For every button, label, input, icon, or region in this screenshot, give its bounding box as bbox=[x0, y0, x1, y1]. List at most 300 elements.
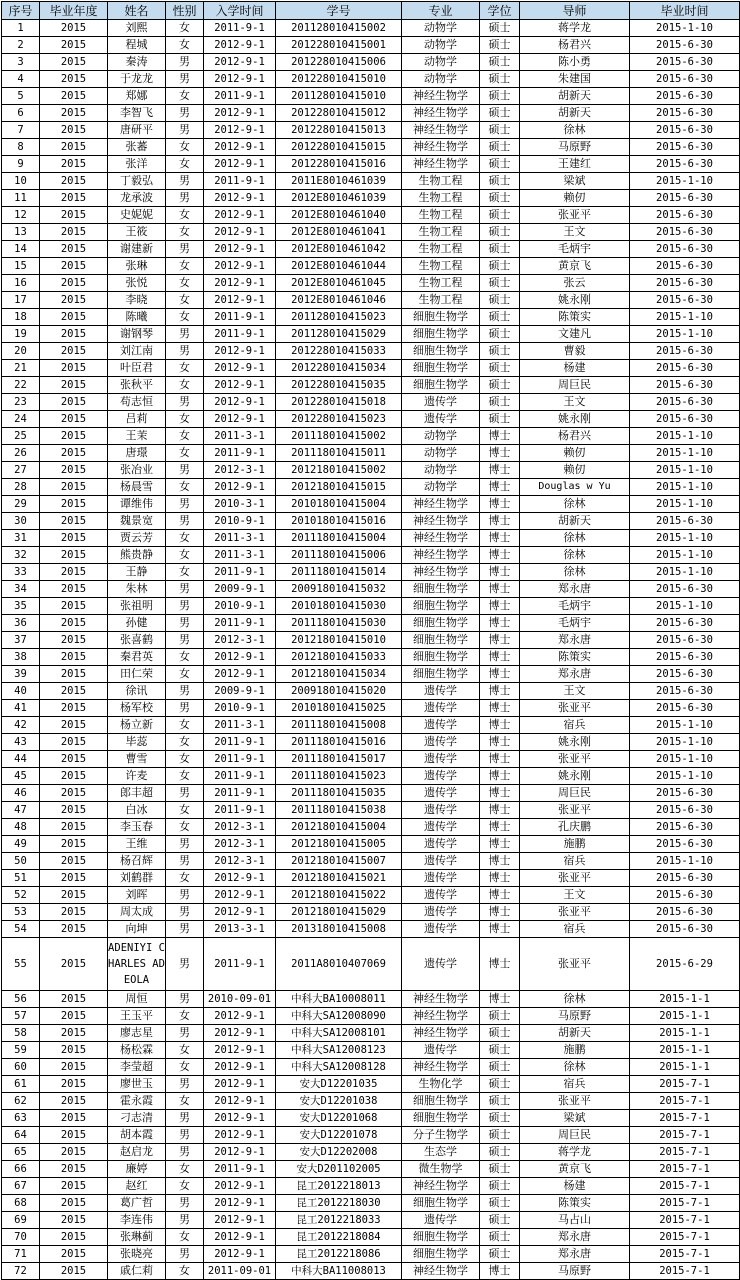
cell-name[interactable]: 丁毅弘 bbox=[108, 173, 166, 190]
cell-grad-year[interactable]: 2015 bbox=[40, 156, 108, 173]
cell-student-id[interactable]: 中科大SA12008101 bbox=[276, 1025, 402, 1042]
cell-degree[interactable]: 硕士 bbox=[480, 20, 520, 37]
cell-grad-date[interactable]: 2015-1-10 bbox=[630, 564, 740, 581]
cell-enroll-date[interactable]: 2013-3-1 bbox=[204, 921, 276, 938]
cell-index[interactable]: 30 bbox=[2, 513, 40, 530]
cell-grad-year[interactable]: 2015 bbox=[40, 819, 108, 836]
cell-student-id[interactable]: 2012E8010461040 bbox=[276, 207, 402, 224]
cell-index[interactable]: 26 bbox=[2, 445, 40, 462]
cell-name[interactable]: 王茉 bbox=[108, 428, 166, 445]
cell-gender[interactable]: 女 bbox=[166, 428, 204, 445]
cell-grad-date[interactable]: 2015-6-30 bbox=[630, 54, 740, 71]
cell-student-id[interactable]: 2012E8010461046 bbox=[276, 292, 402, 309]
cell-name[interactable]: 刘鹤群 bbox=[108, 870, 166, 887]
cell-grad-date[interactable]: 2015-1-10 bbox=[630, 309, 740, 326]
cell-student-id[interactable]: 2012E8010461045 bbox=[276, 275, 402, 292]
cell-grad-year[interactable]: 2015 bbox=[40, 37, 108, 54]
cell-grad-date[interactable]: 2015-1-10 bbox=[630, 547, 740, 564]
cell-name[interactable]: 魏景宽 bbox=[108, 513, 166, 530]
cell-index[interactable]: 25 bbox=[2, 428, 40, 445]
cell-grad-year[interactable]: 2015 bbox=[40, 292, 108, 309]
cell-name[interactable]: 白冰 bbox=[108, 802, 166, 819]
cell-grad-date[interactable]: 2015-1-10 bbox=[630, 530, 740, 547]
cell-gender[interactable]: 男 bbox=[166, 1025, 204, 1042]
cell-major[interactable]: 神经生物学 bbox=[402, 156, 480, 173]
cell-degree[interactable]: 硕士 bbox=[480, 71, 520, 88]
cell-degree[interactable]: 硕士 bbox=[480, 326, 520, 343]
cell-grad-year[interactable]: 2015 bbox=[40, 1178, 108, 1195]
cell-enroll-date[interactable]: 2009-9-1 bbox=[204, 683, 276, 700]
cell-major[interactable]: 细胞生物学 bbox=[402, 1229, 480, 1246]
cell-student-id[interactable]: 201228010415015 bbox=[276, 139, 402, 156]
cell-enroll-date[interactable]: 2012-9-1 bbox=[204, 292, 276, 309]
cell-gender[interactable]: 男 bbox=[166, 615, 204, 632]
cell-advisor[interactable]: 施鹏 bbox=[520, 836, 630, 853]
cell-name[interactable]: 熊贵静 bbox=[108, 547, 166, 564]
cell-index[interactable]: 22 bbox=[2, 377, 40, 394]
cell-grad-date[interactable]: 2015-1-10 bbox=[630, 853, 740, 870]
cell-enroll-date[interactable]: 2011-3-1 bbox=[204, 530, 276, 547]
cell-index[interactable]: 71 bbox=[2, 1246, 40, 1263]
cell-grad-year[interactable]: 2015 bbox=[40, 1144, 108, 1161]
cell-grad-date[interactable]: 2015-7-1 bbox=[630, 1195, 740, 1212]
cell-name[interactable]: 周太成 bbox=[108, 904, 166, 921]
cell-index[interactable]: 52 bbox=[2, 887, 40, 904]
header-enroll-date[interactable]: 入学时间 bbox=[204, 2, 276, 20]
cell-grad-year[interactable]: 2015 bbox=[40, 1212, 108, 1229]
cell-degree[interactable]: 硕士 bbox=[480, 258, 520, 275]
cell-name[interactable]: 杨松霖 bbox=[108, 1042, 166, 1059]
cell-name[interactable]: 杨召辉 bbox=[108, 853, 166, 870]
cell-major[interactable]: 神经生物学 bbox=[402, 1059, 480, 1076]
cell-grad-year[interactable]: 2015 bbox=[40, 1093, 108, 1110]
cell-index[interactable]: 16 bbox=[2, 275, 40, 292]
cell-enroll-date[interactable]: 2011-9-1 bbox=[204, 326, 276, 343]
cell-index[interactable]: 62 bbox=[2, 1093, 40, 1110]
cell-grad-year[interactable]: 2015 bbox=[40, 224, 108, 241]
cell-grad-date[interactable]: 2015-6-30 bbox=[630, 581, 740, 598]
cell-grad-date[interactable]: 2015-7-1 bbox=[630, 1127, 740, 1144]
cell-enroll-date[interactable]: 2010-9-1 bbox=[204, 700, 276, 717]
cell-degree[interactable]: 博士 bbox=[480, 751, 520, 768]
cell-degree[interactable]: 博士 bbox=[480, 802, 520, 819]
cell-index[interactable]: 8 bbox=[2, 139, 40, 156]
cell-advisor[interactable]: 陈策实 bbox=[520, 649, 630, 666]
cell-grad-year[interactable]: 2015 bbox=[40, 462, 108, 479]
cell-grad-date[interactable]: 2015-6-30 bbox=[630, 360, 740, 377]
cell-grad-date[interactable]: 2015-6-30 bbox=[630, 190, 740, 207]
cell-advisor[interactable]: 郑永唐 bbox=[520, 632, 630, 649]
cell-grad-date[interactable]: 2015-6-30 bbox=[630, 139, 740, 156]
cell-advisor[interactable]: 徐林 bbox=[520, 1059, 630, 1076]
cell-degree[interactable]: 硕士 bbox=[480, 1093, 520, 1110]
cell-degree[interactable]: 博士 bbox=[480, 479, 520, 496]
cell-enroll-date[interactable]: 2012-9-1 bbox=[204, 887, 276, 904]
cell-grad-year[interactable]: 2015 bbox=[40, 598, 108, 615]
cell-gender[interactable]: 女 bbox=[166, 1229, 204, 1246]
cell-grad-year[interactable]: 2015 bbox=[40, 734, 108, 751]
cell-enroll-date[interactable]: 2012-9-1 bbox=[204, 122, 276, 139]
cell-grad-year[interactable]: 2015 bbox=[40, 411, 108, 428]
cell-gender[interactable]: 女 bbox=[166, 139, 204, 156]
cell-major[interactable]: 神经生物学 bbox=[402, 1178, 480, 1195]
cell-student-id[interactable]: 201228010415034 bbox=[276, 360, 402, 377]
cell-enroll-date[interactable]: 2012-9-1 bbox=[204, 1110, 276, 1127]
cell-student-id[interactable]: 200918010415032 bbox=[276, 581, 402, 598]
cell-name[interactable]: 唐研平 bbox=[108, 122, 166, 139]
cell-grad-date[interactable]: 2015-7-1 bbox=[630, 1212, 740, 1229]
cell-grad-year[interactable]: 2015 bbox=[40, 326, 108, 343]
cell-grad-date[interactable]: 2015-6-30 bbox=[630, 411, 740, 428]
cell-gender[interactable]: 女 bbox=[166, 258, 204, 275]
cell-major[interactable]: 细胞生物学 bbox=[402, 377, 480, 394]
cell-index[interactable]: 36 bbox=[2, 615, 40, 632]
cell-grad-year[interactable]: 2015 bbox=[40, 530, 108, 547]
cell-major[interactable]: 细胞生物学 bbox=[402, 598, 480, 615]
cell-gender[interactable]: 女 bbox=[166, 802, 204, 819]
cell-gender[interactable]: 女 bbox=[166, 309, 204, 326]
cell-index[interactable]: 17 bbox=[2, 292, 40, 309]
cell-gender[interactable]: 女 bbox=[166, 37, 204, 54]
cell-advisor[interactable]: 蒋学龙 bbox=[520, 20, 630, 37]
cell-name[interactable]: 王筱 bbox=[108, 224, 166, 241]
cell-enroll-date[interactable]: 2011-9-1 bbox=[204, 309, 276, 326]
cell-grad-date[interactable]: 2015-7-1 bbox=[630, 1076, 740, 1093]
cell-major[interactable]: 分子生物学 bbox=[402, 1127, 480, 1144]
cell-student-id[interactable]: 安大D12201035 bbox=[276, 1076, 402, 1093]
cell-degree[interactable]: 博士 bbox=[480, 462, 520, 479]
cell-student-id[interactable]: 中科大SA12008123 bbox=[276, 1042, 402, 1059]
cell-advisor[interactable]: 孔庆鹏 bbox=[520, 819, 630, 836]
cell-grad-year[interactable]: 2015 bbox=[40, 615, 108, 632]
cell-name[interactable]: 李连伟 bbox=[108, 1212, 166, 1229]
cell-enroll-date[interactable]: 2012-9-1 bbox=[204, 649, 276, 666]
cell-index[interactable]: 34 bbox=[2, 581, 40, 598]
cell-index[interactable]: 15 bbox=[2, 258, 40, 275]
cell-enroll-date[interactable]: 2012-9-1 bbox=[204, 904, 276, 921]
cell-degree[interactable]: 硕士 bbox=[480, 411, 520, 428]
cell-name[interactable]: 史妮妮 bbox=[108, 207, 166, 224]
cell-advisor[interactable]: 胡新天 bbox=[520, 513, 630, 530]
cell-name[interactable]: 张琳 bbox=[108, 258, 166, 275]
cell-index[interactable]: 40 bbox=[2, 683, 40, 700]
cell-grad-year[interactable]: 2015 bbox=[40, 1076, 108, 1093]
cell-student-id[interactable]: 安大D12201078 bbox=[276, 1127, 402, 1144]
cell-major[interactable]: 遗传学 bbox=[402, 853, 480, 870]
cell-advisor[interactable]: 王文 bbox=[520, 887, 630, 904]
cell-advisor[interactable]: 陈小勇 bbox=[520, 54, 630, 71]
cell-gender[interactable]: 女 bbox=[166, 207, 204, 224]
cell-grad-date[interactable]: 2015-6-30 bbox=[630, 836, 740, 853]
cell-index[interactable]: 72 bbox=[2, 1263, 40, 1280]
cell-major[interactable]: 遗传学 bbox=[402, 819, 480, 836]
cell-grad-date[interactable]: 2015-6-30 bbox=[630, 802, 740, 819]
header-degree[interactable]: 学位 bbox=[480, 2, 520, 20]
cell-gender[interactable]: 女 bbox=[166, 530, 204, 547]
cell-advisor[interactable]: 徐林 bbox=[520, 530, 630, 547]
cell-index[interactable]: 68 bbox=[2, 1195, 40, 1212]
cell-gender[interactable]: 女 bbox=[166, 1161, 204, 1178]
cell-advisor[interactable]: 胡新天 bbox=[520, 1025, 630, 1042]
cell-major[interactable]: 遗传学 bbox=[402, 1042, 480, 1059]
cell-student-id[interactable]: 201228010415033 bbox=[276, 343, 402, 360]
cell-index[interactable]: 61 bbox=[2, 1076, 40, 1093]
cell-enroll-date[interactable]: 2012-9-1 bbox=[204, 360, 276, 377]
cell-major[interactable]: 生物化学 bbox=[402, 1076, 480, 1093]
cell-enroll-date[interactable]: 2012-9-1 bbox=[204, 241, 276, 258]
cell-degree[interactable]: 硕士 bbox=[480, 1229, 520, 1246]
cell-major[interactable]: 生物工程 bbox=[402, 224, 480, 241]
cell-grad-year[interactable]: 2015 bbox=[40, 20, 108, 37]
cell-degree[interactable]: 硕士 bbox=[480, 1076, 520, 1093]
cell-advisor[interactable]: 郑永唐 bbox=[520, 1246, 630, 1263]
cell-index[interactable]: 44 bbox=[2, 751, 40, 768]
cell-name[interactable]: 许麦 bbox=[108, 768, 166, 785]
cell-name[interactable]: 秦君英 bbox=[108, 649, 166, 666]
cell-student-id[interactable]: 201118010415008 bbox=[276, 717, 402, 734]
cell-degree[interactable]: 硕士 bbox=[480, 1144, 520, 1161]
cell-name[interactable]: 王玉平 bbox=[108, 1008, 166, 1025]
cell-student-id[interactable]: 201228010415013 bbox=[276, 122, 402, 139]
cell-student-id[interactable]: 201218010415033 bbox=[276, 649, 402, 666]
cell-gender[interactable]: 女 bbox=[166, 292, 204, 309]
cell-name[interactable]: 杨军校 bbox=[108, 700, 166, 717]
cell-degree[interactable]: 硕士 bbox=[480, 394, 520, 411]
cell-grad-date[interactable]: 2015-6-29 bbox=[630, 938, 740, 991]
cell-degree[interactable]: 硕士 bbox=[480, 1025, 520, 1042]
cell-advisor[interactable]: 毛炳宇 bbox=[520, 241, 630, 258]
cell-student-id[interactable]: 201018010415030 bbox=[276, 598, 402, 615]
cell-advisor[interactable]: 赖仞 bbox=[520, 190, 630, 207]
cell-grad-year[interactable]: 2015 bbox=[40, 717, 108, 734]
cell-grad-year[interactable]: 2015 bbox=[40, 1042, 108, 1059]
cell-degree[interactable]: 硕士 bbox=[480, 1059, 520, 1076]
cell-name[interactable]: 郎丰超 bbox=[108, 785, 166, 802]
cell-gender[interactable]: 女 bbox=[166, 1008, 204, 1025]
cell-student-id[interactable]: 安大D12201038 bbox=[276, 1093, 402, 1110]
cell-grad-year[interactable]: 2015 bbox=[40, 751, 108, 768]
cell-index[interactable]: 5 bbox=[2, 88, 40, 105]
cell-grad-date[interactable]: 2015-6-30 bbox=[630, 207, 740, 224]
cell-index[interactable]: 56 bbox=[2, 991, 40, 1008]
cell-degree[interactable]: 博士 bbox=[480, 819, 520, 836]
cell-name[interactable]: 张秋平 bbox=[108, 377, 166, 394]
cell-student-id[interactable]: 2012E8010461044 bbox=[276, 258, 402, 275]
cell-enroll-date[interactable]: 2012-9-1 bbox=[204, 139, 276, 156]
cell-grad-date[interactable]: 2015-1-10 bbox=[630, 598, 740, 615]
cell-student-id[interactable]: 201128010415002 bbox=[276, 20, 402, 37]
cell-grad-date[interactable]: 2015-1-10 bbox=[630, 751, 740, 768]
cell-gender[interactable]: 男 bbox=[166, 54, 204, 71]
cell-index[interactable]: 11 bbox=[2, 190, 40, 207]
cell-student-id[interactable]: 201118010415004 bbox=[276, 530, 402, 547]
cell-degree[interactable]: 博士 bbox=[480, 615, 520, 632]
cell-name[interactable]: 李莹超 bbox=[108, 1059, 166, 1076]
cell-grad-date[interactable]: 2015-6-30 bbox=[630, 224, 740, 241]
cell-major[interactable]: 神经生物学 bbox=[402, 513, 480, 530]
cell-student-id[interactable]: 201118010415014 bbox=[276, 564, 402, 581]
cell-student-id[interactable]: 中科大SA12008128 bbox=[276, 1059, 402, 1076]
cell-enroll-date[interactable]: 2011-9-1 bbox=[204, 751, 276, 768]
cell-major[interactable]: 遗传学 bbox=[402, 802, 480, 819]
cell-enroll-date[interactable]: 2011-9-1 bbox=[204, 20, 276, 37]
cell-grad-year[interactable]: 2015 bbox=[40, 275, 108, 292]
cell-degree[interactable]: 硕士 bbox=[480, 224, 520, 241]
cell-major[interactable]: 动物学 bbox=[402, 20, 480, 37]
cell-student-id[interactable]: 201228010415018 bbox=[276, 394, 402, 411]
cell-degree[interactable]: 硕士 bbox=[480, 292, 520, 309]
cell-major[interactable]: 神经生物学 bbox=[402, 122, 480, 139]
cell-name[interactable]: 王维 bbox=[108, 836, 166, 853]
cell-grad-date[interactable]: 2015-6-30 bbox=[630, 513, 740, 530]
cell-student-id[interactable]: 2012E8010461041 bbox=[276, 224, 402, 241]
cell-grad-year[interactable]: 2015 bbox=[40, 870, 108, 887]
cell-name[interactable]: 张洋 bbox=[108, 156, 166, 173]
cell-advisor[interactable]: 宿兵 bbox=[520, 717, 630, 734]
cell-grad-year[interactable]: 2015 bbox=[40, 173, 108, 190]
cell-name[interactable]: 徐讯 bbox=[108, 683, 166, 700]
cell-enroll-date[interactable]: 2012-9-1 bbox=[204, 1178, 276, 1195]
cell-grad-date[interactable]: 2015-6-30 bbox=[630, 819, 740, 836]
cell-student-id[interactable]: 201228010415012 bbox=[276, 105, 402, 122]
cell-grad-year[interactable]: 2015 bbox=[40, 1110, 108, 1127]
cell-degree[interactable]: 博士 bbox=[480, 632, 520, 649]
cell-name[interactable]: 苟志恒 bbox=[108, 394, 166, 411]
cell-major[interactable]: 动物学 bbox=[402, 71, 480, 88]
cell-grad-date[interactable]: 2015-1-1 bbox=[630, 1042, 740, 1059]
cell-degree[interactable]: 博士 bbox=[480, 887, 520, 904]
cell-name[interactable]: 郑娜 bbox=[108, 88, 166, 105]
cell-grad-year[interactable]: 2015 bbox=[40, 88, 108, 105]
cell-grad-year[interactable]: 2015 bbox=[40, 122, 108, 139]
cell-grad-year[interactable]: 2015 bbox=[40, 666, 108, 683]
cell-enroll-date[interactable]: 2012-9-1 bbox=[204, 1025, 276, 1042]
cell-major[interactable]: 遗传学 bbox=[402, 836, 480, 853]
cell-student-id[interactable]: 安大D12201068 bbox=[276, 1110, 402, 1127]
header-gender[interactable]: 性别 bbox=[166, 2, 204, 20]
cell-name[interactable]: 吕莉 bbox=[108, 411, 166, 428]
cell-grad-date[interactable]: 2015-7-1 bbox=[630, 1229, 740, 1246]
cell-major[interactable]: 神经生物学 bbox=[402, 991, 480, 1008]
cell-name[interactable]: 张晓亮 bbox=[108, 1246, 166, 1263]
cell-name[interactable]: 谭维伟 bbox=[108, 496, 166, 513]
cell-index[interactable]: 46 bbox=[2, 785, 40, 802]
cell-grad-date[interactable]: 2015-1-10 bbox=[630, 20, 740, 37]
cell-grad-year[interactable]: 2015 bbox=[40, 1246, 108, 1263]
cell-student-id[interactable]: 201228010415016 bbox=[276, 156, 402, 173]
cell-degree[interactable]: 硕士 bbox=[480, 105, 520, 122]
cell-grad-year[interactable]: 2015 bbox=[40, 1127, 108, 1144]
cell-student-id[interactable]: 201018010415025 bbox=[276, 700, 402, 717]
cell-gender[interactable]: 男 bbox=[166, 343, 204, 360]
header-major[interactable]: 专业 bbox=[402, 2, 480, 20]
cell-enroll-date[interactable]: 2011-9-1 bbox=[204, 938, 276, 991]
cell-grad-year[interactable]: 2015 bbox=[40, 479, 108, 496]
cell-student-id[interactable]: 2012E8010461039 bbox=[276, 190, 402, 207]
cell-student-id[interactable]: 201228010415001 bbox=[276, 37, 402, 54]
cell-advisor[interactable]: 徐林 bbox=[520, 564, 630, 581]
cell-gender[interactable]: 男 bbox=[166, 71, 204, 88]
cell-student-id[interactable]: 201128010415029 bbox=[276, 326, 402, 343]
cell-advisor[interactable]: 胡新天 bbox=[520, 105, 630, 122]
cell-name[interactable]: 赵启龙 bbox=[108, 1144, 166, 1161]
cell-enroll-date[interactable]: 2011-3-1 bbox=[204, 717, 276, 734]
cell-gender[interactable]: 女 bbox=[166, 275, 204, 292]
cell-major[interactable]: 细胞生物学 bbox=[402, 1110, 480, 1127]
cell-grad-date[interactable]: 2015-6-30 bbox=[630, 343, 740, 360]
cell-major[interactable]: 神经生物学 bbox=[402, 1263, 480, 1280]
cell-grad-date[interactable]: 2015-1-10 bbox=[630, 326, 740, 343]
cell-grad-date[interactable]: 2015-6-30 bbox=[630, 887, 740, 904]
cell-student-id[interactable]: 201218010415029 bbox=[276, 904, 402, 921]
cell-major[interactable]: 神经生物学 bbox=[402, 530, 480, 547]
cell-advisor[interactable]: 王文 bbox=[520, 224, 630, 241]
cell-index[interactable]: 18 bbox=[2, 309, 40, 326]
cell-gender[interactable]: 女 bbox=[166, 156, 204, 173]
cell-gender[interactable]: 女 bbox=[166, 377, 204, 394]
cell-enroll-date[interactable]: 2012-9-1 bbox=[204, 1042, 276, 1059]
cell-student-id[interactable]: 201218010415002 bbox=[276, 462, 402, 479]
cell-grad-year[interactable]: 2015 bbox=[40, 360, 108, 377]
cell-advisor[interactable]: 张亚平 bbox=[520, 1093, 630, 1110]
cell-gender[interactable]: 女 bbox=[166, 1093, 204, 1110]
cell-index[interactable]: 31 bbox=[2, 530, 40, 547]
cell-enroll-date[interactable]: 2012-9-1 bbox=[204, 190, 276, 207]
cell-student-id[interactable]: 中科大BA10008011 bbox=[276, 991, 402, 1008]
cell-major[interactable]: 遗传学 bbox=[402, 785, 480, 802]
cell-grad-date[interactable]: 2015-6-30 bbox=[630, 122, 740, 139]
cell-degree[interactable]: 博士 bbox=[480, 870, 520, 887]
cell-enroll-date[interactable]: 2011-9-1 bbox=[204, 445, 276, 462]
cell-student-id[interactable]: 昆工2012218086 bbox=[276, 1246, 402, 1263]
cell-grad-year[interactable]: 2015 bbox=[40, 581, 108, 598]
cell-degree[interactable]: 硕士 bbox=[480, 343, 520, 360]
cell-name[interactable]: 田仁荣 bbox=[108, 666, 166, 683]
cell-grad-date[interactable]: 2015-7-1 bbox=[630, 1263, 740, 1280]
cell-grad-date[interactable]: 2015-6-30 bbox=[630, 615, 740, 632]
cell-enroll-date[interactable]: 2009-9-1 bbox=[204, 581, 276, 598]
cell-advisor[interactable]: 施鹏 bbox=[520, 1042, 630, 1059]
cell-index[interactable]: 47 bbox=[2, 802, 40, 819]
cell-degree[interactable]: 硕士 bbox=[480, 207, 520, 224]
cell-grad-year[interactable]: 2015 bbox=[40, 513, 108, 530]
cell-degree[interactable]: 硕士 bbox=[480, 190, 520, 207]
cell-gender[interactable]: 男 bbox=[166, 938, 204, 991]
cell-advisor[interactable]: 张亚平 bbox=[520, 870, 630, 887]
cell-degree[interactable]: 硕士 bbox=[480, 309, 520, 326]
cell-gender[interactable]: 男 bbox=[166, 1195, 204, 1212]
cell-index[interactable]: 60 bbox=[2, 1059, 40, 1076]
cell-name[interactable]: 周恒 bbox=[108, 991, 166, 1008]
cell-gender[interactable]: 男 bbox=[166, 632, 204, 649]
cell-grad-year[interactable]: 2015 bbox=[40, 1161, 108, 1178]
cell-degree[interactable]: 博士 bbox=[480, 649, 520, 666]
cell-enroll-date[interactable]: 2012-9-1 bbox=[204, 207, 276, 224]
cell-advisor[interactable]: 黄京飞 bbox=[520, 1161, 630, 1178]
cell-gender[interactable]: 男 bbox=[166, 1076, 204, 1093]
cell-major[interactable]: 神经生物学 bbox=[402, 105, 480, 122]
cell-enroll-date[interactable]: 2012-3-1 bbox=[204, 819, 276, 836]
cell-grad-date[interactable]: 2015-7-1 bbox=[630, 1161, 740, 1178]
cell-student-id[interactable]: 2012E8010461042 bbox=[276, 241, 402, 258]
cell-student-id[interactable]: 201218010415010 bbox=[276, 632, 402, 649]
cell-student-id[interactable]: 2011E8010461039 bbox=[276, 173, 402, 190]
cell-grad-date[interactable]: 2015-6-30 bbox=[630, 870, 740, 887]
cell-index[interactable]: 65 bbox=[2, 1144, 40, 1161]
cell-degree[interactable]: 博士 bbox=[480, 598, 520, 615]
cell-gender[interactable]: 女 bbox=[166, 479, 204, 496]
cell-grad-date[interactable]: 2015-1-10 bbox=[630, 462, 740, 479]
